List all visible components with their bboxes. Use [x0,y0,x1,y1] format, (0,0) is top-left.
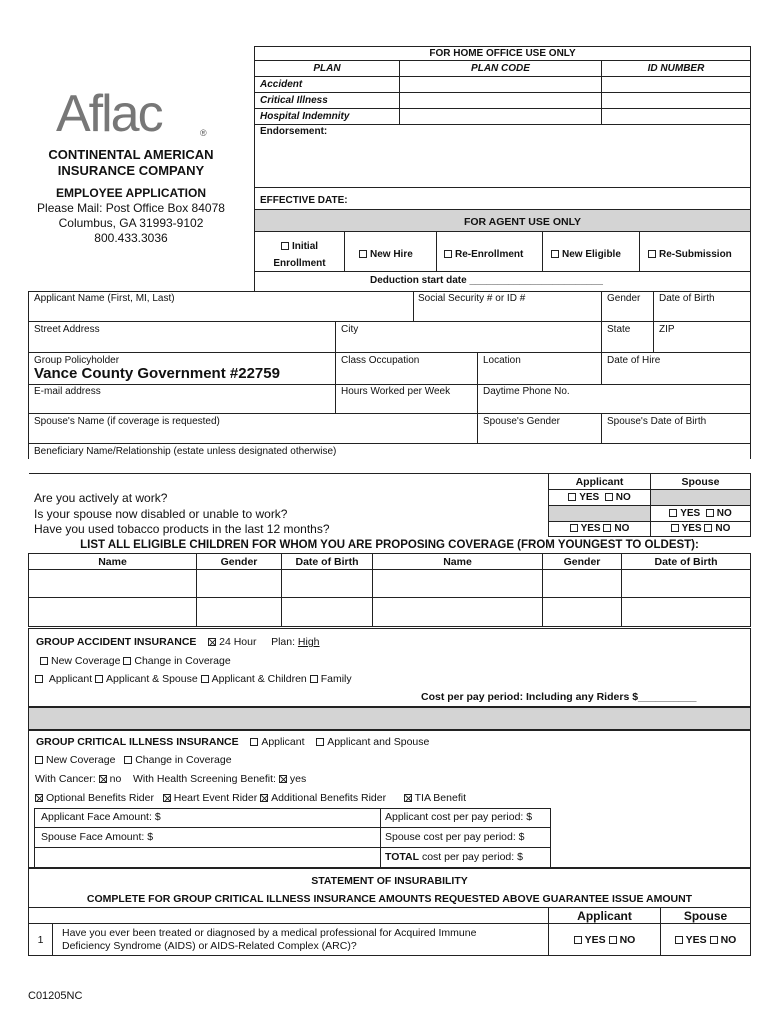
spouse-gender-label: Spouse's Gender [483,416,560,427]
applicant-cost-per-period[interactable] [380,808,550,828]
initial-label: Initial [291,241,319,252]
ssn-field[interactable] [413,291,601,321]
checkbox-icon[interactable] [706,509,714,517]
total-label: TOTAL [385,851,420,863]
form-code: C01205NC [28,990,83,1002]
company-phone: 800.433.3036 [94,231,168,245]
plan-code-col-header: PLAN CODE [399,61,601,77]
checkbox-icon[interactable] [316,738,324,746]
mail-line1: Please Mail: Post Office Box 84078 [37,201,225,215]
total-cost-label: cost per pay period: $ [419,851,523,863]
health-screening-label: With Health Screening Benefit: [132,773,276,785]
child-name-col-right: Name [372,554,542,570]
sp-cost-label: Spouse cost per pay period: $ [385,831,525,843]
q1-text: Are you actively at work? [34,491,168,505]
critical-coverage-row [35,754,232,766]
checkbox-icon[interactable] [605,493,613,501]
checkbox-icon[interactable] [704,524,712,532]
q2-text: Is your spouse now disabled or unable to work? [34,507,288,521]
logo-text: Aflac [56,85,162,143]
zip-field[interactable] [653,321,751,352]
group-policyholder-value: Vance County Government #22759 [34,365,280,382]
new-eligible-option[interactable] [542,232,639,272]
statement-applicant-col: Applicant [548,907,660,923]
critical-riders-row [35,792,466,804]
spouse-dob-label: Spouse's Date of Birth [607,416,707,427]
with-cancer-label: With Cancer: [35,773,96,785]
checkbox-icon[interactable] [310,675,318,683]
spouse-face-amount[interactable] [35,828,380,848]
class-occupation-field[interactable] [335,352,477,384]
re-enrollment-option[interactable] [436,232,542,272]
ci-opt-applicant: Applicant [261,736,305,748]
gender-label: Gender [607,293,641,304]
company-name-line2: INSURANCE COMPANY [57,163,205,178]
checkbox-icon[interactable] [574,936,582,944]
accident-tier-row [35,673,352,685]
critical-title: GROUP CRITICAL ILLNESS INSURANCE [36,736,239,748]
question-active-work [34,491,534,505]
street-address-field[interactable] [29,321,335,352]
statement-title: STATEMENT OF INSURABILITY [311,875,468,887]
city-field[interactable] [335,321,601,352]
checkbox-checked-icon[interactable] [279,775,287,783]
no-label: NO [715,523,731,534]
spouse-name-label: Spouse's Name (if coverage is requested) [34,416,220,427]
child-name-col-left: Name [29,554,196,570]
state-label: State [607,324,631,335]
checkbox-icon[interactable] [568,493,576,501]
child-gender-col-left: Gender [196,554,281,570]
checkbox-icon[interactable] [123,657,131,665]
q2-applicant-na [548,506,651,522]
plan-col-header: PLAN [255,61,399,77]
statement-spouse-col: Spouse [660,907,750,923]
location-label: Location [483,355,521,366]
daytime-phone-field[interactable] [477,384,751,413]
tier-applicant-spouse: Applicant & Spouse [106,673,198,685]
checkbox-checked-icon[interactable] [163,794,171,802]
yes-label: YES [580,523,601,534]
child-dob-col-right: Date of Birth [621,554,750,570]
effective-date-label: EFFECTIVE DATE: [260,195,348,206]
rider-heart-event: Heart Event Rider [173,792,258,804]
accident-cost-field[interactable]: Cost per pay period: Including any Riders $__________ [421,691,697,703]
no-label: NO [619,934,636,946]
group-policyholder-label: Group Policyholder [34,355,120,366]
beneficiary-field[interactable] [29,443,751,474]
spouse-dob-field[interactable] [601,413,751,443]
new-coverage-label: New Coverage [51,655,121,667]
plan-row-accident: Accident [255,77,399,93]
applicant-name-label: Applicant Name (First, MI, Last) [34,293,175,304]
total-cost-per-period[interactable] [380,848,550,868]
registered-mark: ® [200,128,207,138]
checkbox-checked-icon[interactable] [260,794,268,802]
children-header: LIST ALL ELIGIBLE CHILDREN FOR WHOM YOU ARE PROPOSING COVERAGE (FROM YOUNGEST TO OLDEST): [80,539,699,551]
checkbox-icon[interactable] [570,524,578,532]
checkbox-icon[interactable] [603,524,611,532]
id-number-critical[interactable] [601,93,750,109]
total-blank [35,848,380,868]
question-spouse-disabled [34,507,534,521]
endorsement-field[interactable] [255,125,750,188]
re-submission-label: Re-Submission [659,249,732,260]
tier-applicant: Applicant [48,673,93,685]
group-policyholder-field[interactable] [29,352,335,384]
critical-title-row [36,736,429,748]
date-of-hire-field[interactable] [601,352,751,384]
no-label: NO [614,523,630,534]
checkbox-icon[interactable] [40,657,48,665]
date-of-hire-label: Date of Hire [607,355,661,366]
initial-enrollment-option[interactable] [255,232,344,272]
rider-tia-benefit: TIA Benefit [414,792,466,804]
effective-date-field[interactable] [255,188,750,210]
change-coverage-label: Change in Coverage [134,655,231,667]
spouse-name-field[interactable] [29,413,477,443]
q3-applicant-answer[interactable] [548,522,651,537]
rider-optional-benefits: Optional Benefits Rider [46,792,154,804]
zip-label: ZIP [659,324,675,335]
q1-applicant-answer[interactable] [548,490,651,506]
statement-q-number: 1 [29,923,52,956]
q-applicant-label: Applicant [575,476,624,488]
checkbox-icon[interactable] [609,936,617,944]
accident-title-row [36,636,320,648]
no-label: NO [716,508,732,519]
hours-label: Hours Worked per Week [341,386,451,397]
mail-line2: Columbus, GA 31993-9102 [58,216,204,230]
plan-code-hospital[interactable] [399,109,601,125]
child-gender-col-right: Gender [542,554,621,570]
re-enrollment-label: Re-Enrollment [455,249,524,260]
id-number-col-header: ID NUMBER [601,61,750,77]
checkbox-icon[interactable] [444,250,452,258]
statement-applicant-answer[interactable] [548,923,660,956]
section-separator [28,707,751,730]
critical-options-row [35,773,306,785]
id-number-hospital[interactable] [601,109,750,125]
plan-code-critical[interactable] [399,93,601,109]
dob-label: Date of Birth [659,293,715,304]
rider-additional-benefits: Additional Benefits Rider [271,792,387,804]
agent-header: FOR AGENT USE ONLY [255,210,750,232]
plan-value: High [297,636,320,648]
questions-spouse-col-header [651,474,751,490]
q1-spouse-na [651,490,751,506]
plan-code-accident[interactable] [399,77,601,93]
home-office-header: FOR HOME OFFICE USE ONLY [255,46,750,61]
ssn-label: Social Security # or ID # [418,293,526,304]
city-label: City [341,324,359,335]
dob-field[interactable] [653,291,751,321]
checkbox-icon[interactable] [359,250,367,258]
checkbox-checked-icon[interactable] [208,638,216,646]
checkbox-icon[interactable] [201,675,209,683]
checkbox-icon[interactable] [95,675,103,683]
yes-label: YES [685,934,707,946]
applicant-face-amount[interactable] [35,808,380,828]
no-label: NO [720,934,737,946]
plan-label: Plan: [271,636,295,648]
new-hire-option[interactable] [344,232,436,272]
checkbox-checked-icon[interactable] [404,794,412,802]
checkbox-icon[interactable] [710,936,718,944]
checkbox-icon[interactable] [124,756,132,764]
questions-applicant-col-header [548,474,651,490]
form-title: EMPLOYEE APPLICATION [55,186,206,200]
app-face-label: Applicant Face Amount: $ [41,811,161,823]
new-eligible-label: New Eligible [562,249,621,260]
q2-spouse-answer[interactable] [651,506,751,522]
no-label: NO [615,492,631,503]
ci-opt-applicant-spouse: Applicant and Spouse [327,736,430,748]
ci-new-coverage: New Coverage [46,754,116,766]
gender-field[interactable] [601,291,653,321]
hours-field[interactable] [335,384,477,413]
yes-label: YES [584,934,606,946]
child-dob-col-left: Date of Birth [281,554,372,570]
checkbox-icon[interactable] [35,756,43,764]
q3-spouse-answer[interactable] [651,522,751,537]
question-tobacco [34,522,554,536]
checkbox-checked-icon[interactable] [35,794,43,802]
app-cost-label: Applicant cost per pay period: $ [385,811,533,823]
company-contact [0,186,262,246]
hour24-label: 24 Hour [219,636,257,648]
sp-face-label: Spouse Face Amount: $ [41,831,154,843]
q-spouse-label: Spouse [681,476,720,488]
company-name [0,147,262,179]
child-row-2[interactable] [29,598,750,626]
enrollment-label: Enrollment [273,258,326,269]
location-field[interactable] [477,352,601,384]
yes-label: YES [680,508,701,519]
statement-q-line2: Deficiency Syndrome (AIDS) or AIDS-Related Complex (ARC)? [62,940,357,952]
new-hire-label: New Hire [370,249,413,260]
checkbox-icon[interactable] [281,242,289,250]
accident-title: GROUP ACCIDENT INSURANCE [36,636,197,648]
checkbox-icon[interactable] [551,250,559,258]
beneficiary-label: Beneficiary Name/Relationship (estate unless designated otherwise) [34,446,337,457]
tier-applicant-children: Applicant & Children [211,673,307,685]
re-submission-option[interactable] [639,232,750,272]
screening-yes-label: yes [289,773,307,785]
spouse-cost-per-period[interactable] [380,828,550,848]
statement-subtitle: COMPLETE FOR GROUP CRITICAL ILLNESS INSURANCE AMOUNTS REQUESTED ABOVE GUARANTEE ISSUE AMOUNT [86,893,693,905]
statement-spouse-answer[interactable] [660,923,750,956]
checkbox-icon[interactable] [648,250,656,258]
checkbox-icon[interactable] [669,509,677,517]
statement-question [52,923,548,956]
aflac-logo [56,84,216,144]
yes-label: YES [681,523,702,534]
ci-change-coverage: Change in Coverage [135,754,232,766]
checkbox-icon[interactable] [671,524,679,532]
tier-family: Family [320,673,352,685]
checkbox-checked-icon[interactable] [99,775,107,783]
id-number-accident[interactable] [601,77,750,93]
state-field[interactable] [601,321,653,352]
company-name-line1: CONTINENTAL AMERICAN [48,147,214,162]
street-label: Street Address [34,324,100,335]
endorsement-label: Endorsement: [260,126,328,137]
daytime-phone-label: Daytime Phone No. [483,386,570,397]
applicant-name-field[interactable] [29,291,414,321]
checkbox-icon[interactable] [35,675,43,683]
accident-coverage-row [40,655,231,667]
email-field[interactable] [29,384,335,413]
deduction-start-date[interactable]: Deduction start date ________________________ [370,275,603,286]
q3-text: Have you used tobacco products in the last 12 months? [34,522,330,536]
spouse-gender-field[interactable] [477,413,601,443]
plan-row-critical: Critical Illness [255,93,399,109]
class-occupation-label: Class Occupation [341,355,420,366]
cancer-no-label: no [109,773,122,785]
yes-label: YES [579,492,600,503]
checkbox-icon[interactable] [675,936,683,944]
checkbox-icon[interactable] [250,738,258,746]
statement-q-line1: Have you ever been treated or diagnosed by a medical professional for Acquired Immune [62,927,477,939]
child-row-1[interactable] [29,570,750,598]
plan-row-hospital: Hospital Indemnity [255,109,399,125]
email-label: E-mail address [34,386,101,397]
